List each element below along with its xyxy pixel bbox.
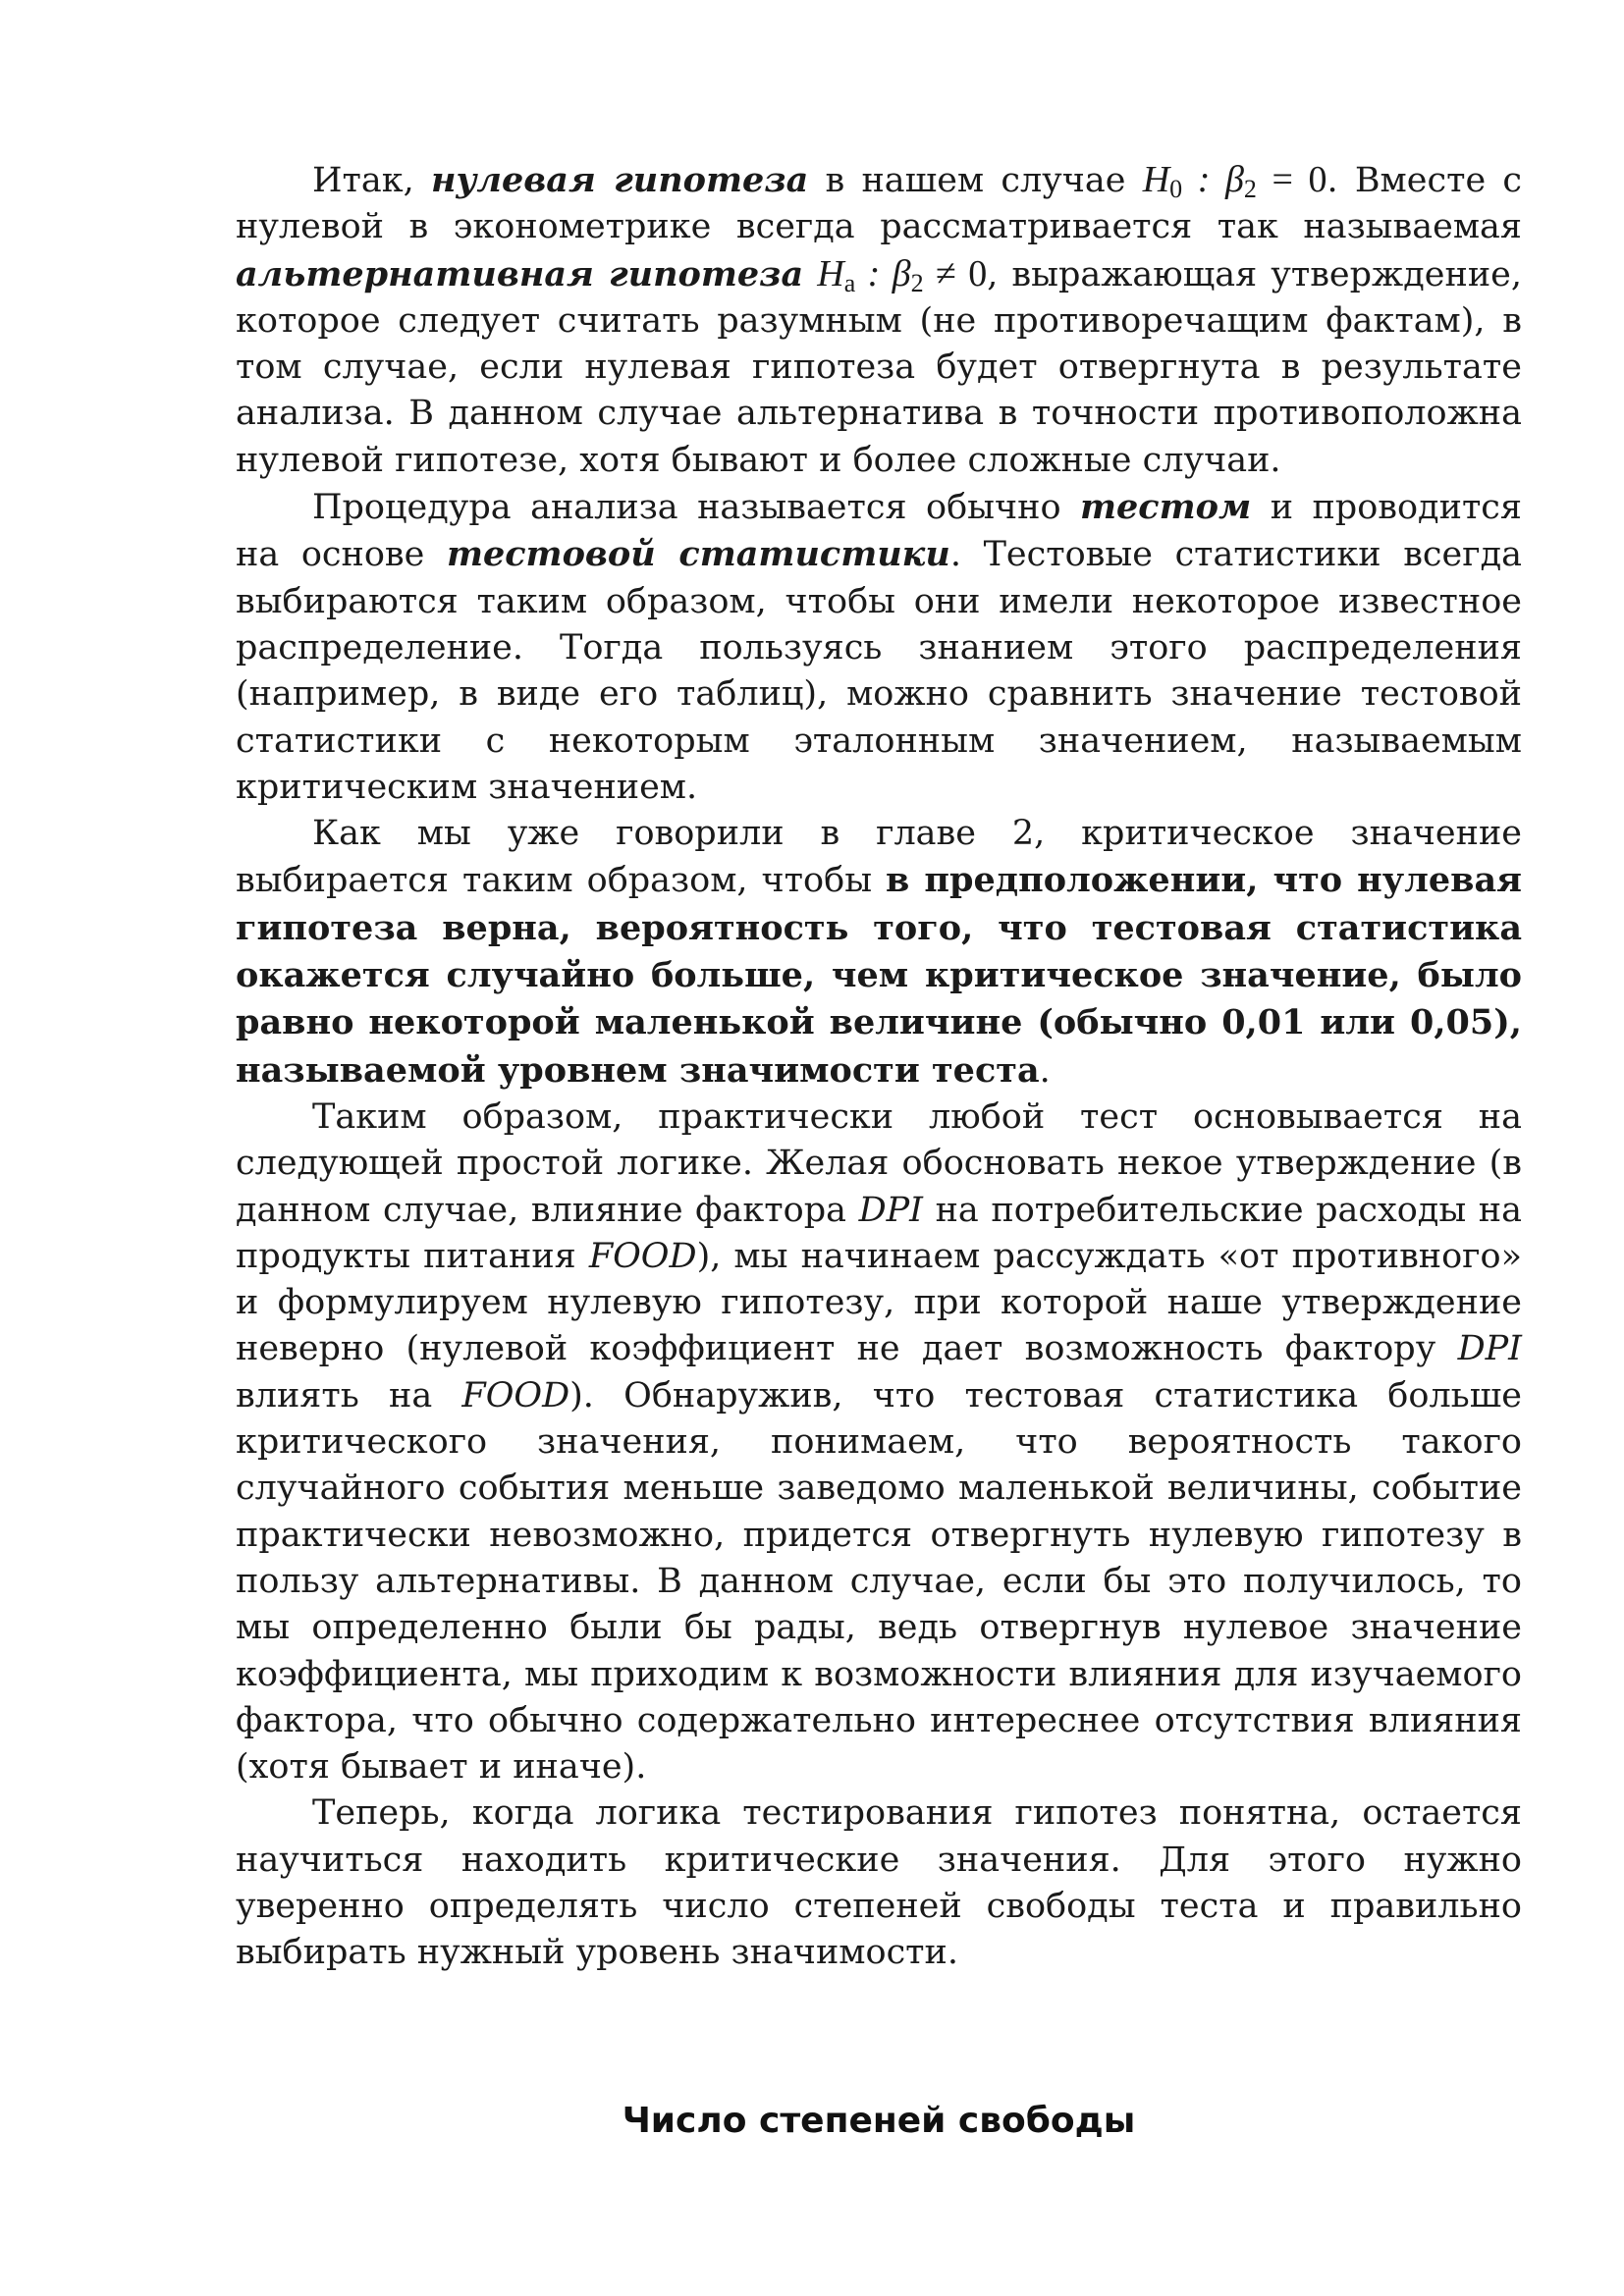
text: Процедура анализа называется обычно bbox=[312, 488, 1080, 528]
formula-h0 bbox=[1142, 159, 1327, 203]
math-neq: ≠ 0 bbox=[923, 252, 988, 294]
text: в нашем случае bbox=[808, 161, 1143, 200]
paragraph-test-statistic bbox=[236, 484, 1522, 811]
paragraph-null-hypothesis bbox=[236, 157, 1522, 484]
term-test: тестом bbox=[1080, 487, 1252, 528]
bold-significance-definition: в предположении, что нулевая гипотеза верна, вероятность того, что тестовая статистика окажется случайно больше, чем критическое значение, было равно некоторой маленькой величине (обычно 0,01 или 0,05), называемой уровнем значимости теста bbox=[236, 860, 1522, 1091]
variable-dpi: DPI bbox=[858, 1190, 923, 1230]
math-sub: a bbox=[843, 268, 856, 297]
text: Таким образом, практически любой тест основывается на следующей простой логике. Желая обосновать некое утверждение (в данном случае, влияние фактора bbox=[236, 1096, 1522, 1230]
text: ). Обнаружив, что тестовая статистика больше критического значения, понимаем, что вероятность такого случайного события меньше заведомо маленькой величины, событие практически невозможно, придется отвергнуть нулевую гипотезу в пользу альтернативы. В данном случае, если бы это получилось, то мы определенно были бы рады, ведь отвергнув нулевое значение коэффициента, мы приходим к возможности влияния для изучаемого фактора, что обычно содержательно интереснее отсутствия влияния (хотя бывает и иначе). bbox=[236, 1375, 1522, 1788]
variable-food: FOOD bbox=[588, 1236, 697, 1276]
term-null-hypothesis: нулевая гипотеза bbox=[430, 160, 809, 200]
variable-food: FOOD bbox=[461, 1375, 570, 1415]
text: влиять на bbox=[236, 1375, 462, 1415]
math-eq: = 0 bbox=[1256, 159, 1327, 200]
math-beta: : β bbox=[855, 252, 911, 294]
text: Как мы уже говорили в главе 2, критическое значение выбирается таким образом, чтобы bbox=[236, 814, 1522, 901]
paragraph-test-logic bbox=[236, 1095, 1522, 1790]
text: . Вместе с нулевой в эконометрике всегда рассматривается так называемая bbox=[236, 161, 1522, 247]
section-heading: Число степеней свободы bbox=[622, 2101, 1136, 2141]
formula-ha bbox=[817, 252, 988, 297]
math-H: H bbox=[817, 252, 844, 294]
text: Теперь, когда логика тестирования гипотез понятна, остается научиться находить критические значения. Для этого нужно уверенно определять число степеней свободы теста и правильно выбирать нужный уровень значимости. bbox=[236, 1793, 1522, 1973]
math-sub: 0 bbox=[1169, 175, 1183, 203]
text: Итак, bbox=[312, 161, 431, 200]
text: на потребительские расходы на продукты питания bbox=[236, 1190, 1522, 1276]
math-beta: : β bbox=[1182, 159, 1244, 200]
paragraph-conclusion bbox=[236, 1790, 1522, 1976]
variable-dpi: DPI bbox=[1457, 1329, 1522, 1369]
text: и проводится на основе bbox=[236, 488, 1522, 575]
term-test-statistic: тестовой статистики bbox=[446, 534, 950, 575]
text: , выражающая утверждение, которое следует считать разумным (не противоречащим фактам), в том случае, если нулевая гипотеза будет отвергнута в результате анализа. В данном случае альтернатива в точности противоположна нулевой гипотезе, хотя бывают и более сложные случаи. bbox=[236, 254, 1522, 480]
text: . Тестовые статистики всегда выбираются таким образом, чтобы они имели некоторое известное распределение. Тогда пользуясь знанием этого распределения (например, в виде его таблиц), можно сравнить значение тестовой статистики с некоторым эталонным значением, называемым критическим значением. bbox=[236, 535, 1522, 807]
math-H: H bbox=[1142, 159, 1170, 200]
text: . bbox=[1039, 1050, 1051, 1091]
text bbox=[803, 255, 817, 294]
text: ), мы начинаем рассуждать «от противного» и формулируем нулевую гипотезу, при которой наше утверждение неверно (нулевой коэффициент не дает возможность фактору bbox=[236, 1236, 1522, 1369]
document-body bbox=[236, 157, 1522, 1977]
term-alternative-hypothesis: альтернативная гипотеза bbox=[236, 253, 804, 294]
math-sub: 2 bbox=[1243, 175, 1257, 203]
math-sub: 2 bbox=[910, 268, 924, 297]
paragraph-critical-value bbox=[236, 811, 1522, 1095]
